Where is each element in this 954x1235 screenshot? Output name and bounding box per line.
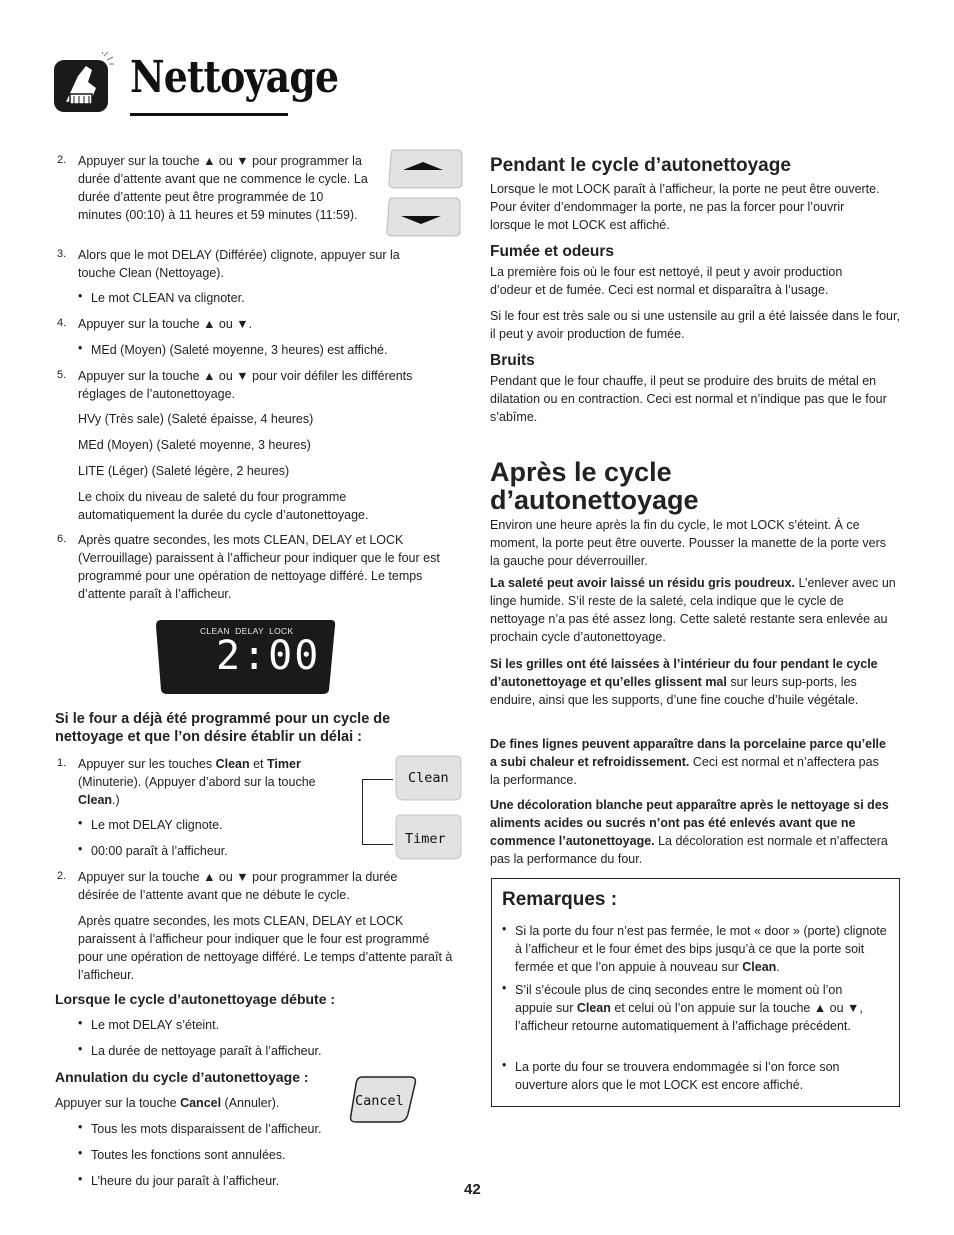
level-choice-text: Le choix du niveau de saleté du four programme automatiquement la durée du cycle d’autonettoyage. — [78, 490, 369, 522]
clean-key-label: Clean — [408, 770, 449, 786]
step-number: 1. — [57, 757, 67, 769]
bullet: • — [502, 981, 507, 995]
page-number: 42 — [464, 1181, 481, 1198]
bullet: • — [78, 842, 83, 856]
after-heading-line-1: Après le cycle — [490, 457, 672, 487]
cancel-text: Appuyer sur la touche Cancel (Annuler). — [55, 1096, 280, 1110]
step-number: 3. — [57, 248, 67, 260]
delay-step-1-bullet-2: 00:00 paraît à l’afficheur. — [91, 844, 228, 858]
step-number: 6. — [57, 533, 67, 545]
noise-heading: Bruits — [490, 352, 535, 369]
level-lite: LITE (Léger) (Saleté légère, 2 heures) — [78, 464, 290, 478]
bullet: • — [78, 1146, 83, 1160]
cancel-bullet-2: Toutes les fonctions sont annulées. — [91, 1148, 286, 1162]
bullet: • — [502, 1058, 507, 1072]
level-med: MEd (Moyen) (Saleté moyenne, 3 heures) — [78, 438, 311, 452]
title-underline — [130, 113, 288, 116]
cancel-heading: Annulation du cycle d’autonettoyage : — [55, 1069, 309, 1085]
page-title: Nettoyage — [130, 52, 339, 103]
display-indicators: CLEAN DELAY LOCK — [200, 626, 294, 636]
step-3-text: Alors que le mot DELAY (Différée) clignote, appuyer sur la touche Clean (Nettoyage). — [78, 248, 400, 280]
step-number: 2. — [57, 870, 67, 882]
smoke-paragraph-1: La première fois où le four est nettoyé, il peut y avoir production d’odeur et de fumée. Ceci est normal et disparaîtra à l’usage. — [490, 265, 843, 297]
step-6-text: Après quatre secondes, les mots CLEAN, DELAY et LOCK (Verrouillage) paraissent à l’afficheur pour indiquer que le four est programmé pour une opération de nettoyage différé. Le temps d’attente paraît à l’afficheur. — [78, 533, 440, 601]
step-2-text: Appuyer sur la touche ▲ ou ▼ pour programmer la durée d’attente avant que ne commence le cycle. La durée d’attente peut être programmée de 10 minutes (00:10) à 11 heures et 59 minutes (11:59). — [78, 154, 368, 222]
cancel-bullet-3: L’heure du jour paraît à l’afficheur. — [91, 1174, 280, 1188]
cleaning-icon — [52, 52, 112, 114]
step-number: 4. — [57, 317, 67, 329]
step-5-text: Appuyer sur la touche ▲ ou ▼ pour voir défiler les différents réglages de l’autonettoyage. — [78, 369, 413, 401]
delay-step-2-text: Appuyer sur la touche ▲ ou ▼ pour programmer la durée désirée de l’attente avant que ne débute le cycle. — [78, 870, 398, 902]
bullet: • — [78, 816, 83, 830]
noise-text: Pendant que le four chauffe, il peut se produire des bruits de métal en dilatation ou en contraction. Ceci est normal et n’indique pas que le four s’abîme. — [490, 374, 887, 424]
after-paragraph-4: De fines lignes peuvent apparaître dans la porcelaine parce qu’elle a subi chaleur et refroidissement. Ceci est normal et n’affectera pas la performance. — [490, 737, 886, 787]
step-4-text: Appuyer sur la touche ▲ ou ▼. — [78, 317, 253, 331]
bullet: • — [78, 1042, 83, 1056]
after-heading-line-2: d’autonettoyage — [490, 485, 699, 515]
note-3: La porte du four se trouvera endommagée si l’on force son ouverture alors que le mot LOCK est encore affiché. — [515, 1060, 840, 1092]
key-bracket — [362, 779, 393, 845]
bullet: • — [78, 289, 83, 303]
timer-key-label: Timer — [405, 831, 446, 847]
after-paragraph-5: Une décoloration blanche peut apparaître après le nettoyage si des aliments acides ou sucrés n’ont pas été enlevés avant que ne commence l’autonettoyage. La décoloration est normale et n’affectera pas la performance du four. — [490, 798, 889, 866]
step-number: 2. — [57, 154, 67, 166]
note-2: S’il s’écoule plus de cinq secondes entre le moment où l’on appuie sur Clean et celui où l’on appuie sur la touche ▲ ou ▼, l’afficheur retourne automatiquement à l’affichage précédent. — [515, 983, 863, 1033]
after-paragraph-2: La saleté peut avoir laissé un résidu gris poudreux. L’enlever avec un linge humide. S’il reste de la saleté, cela indique que le cycle de nettoyage n’a pas été assez long. Cette saleté restante sera enlevée au prochain cycle d’autonettoyage. — [490, 576, 896, 644]
after-paragraph-1: Environ une heure après la fin du cycle, le mot LOCK s’éteint. À ce moment, la porte peut être ouverte. Pousser la manette de la porte vers la gauche pour déverrouiller. — [490, 518, 887, 568]
smoke-paragraph-2: Si le four est très sale ou si une ustensile au gril a été laissée dans le four, il peut y avoir production de fumée. — [490, 309, 900, 341]
bullet: • — [502, 922, 507, 936]
during-heading: Pendant le cycle d’autonettoyage — [490, 155, 791, 176]
level-hvy: HVy (Très sale) (Saleté épaisse, 4 heures) — [78, 412, 314, 426]
cancel-key-label: Cancel — [355, 1093, 404, 1109]
bullet: • — [78, 1120, 83, 1134]
start-heading: Lorsque le cycle d’autonettoyage débute : — [55, 991, 336, 1007]
smoke-heading: Fumée et odeurs — [490, 243, 615, 260]
delay-step-1-bullet-1: Le mot DELAY clignote. — [91, 818, 223, 832]
during-text: Lorsque le mot LOCK paraît à l’afficheur, la porte ne peut être ouverte. Pour éviter d’endommager la porte, ne pas la forcer pour l’ouvrir lorsque le mot LOCK est affiché. — [490, 182, 880, 232]
delay-heading: Si le four a déjà été programmé pour un cycle de nettoyage et que l’on désire établir un délai : — [55, 711, 391, 745]
cancel-bullet-1: Tous les mots disparaissent de l’afficheur. — [91, 1122, 322, 1136]
down-arrow-button[interactable] — [383, 196, 461, 238]
delay-step-1-text: Appuyer sur les touches Clean et Timer (Minuterie). (Appuyer d’abord sur la touche Clean.) — [78, 757, 316, 807]
start-bullet-2: La durée de nettoyage paraît à l’afficheur. — [91, 1044, 322, 1058]
note-1: Si la porte du four n’est pas fermée, le mot « door » (porte) clignote à l’afficheur et le four émet des bips jusqu’à ce que la porte soit fermée et que l’on appuie à nouveau sur Clean. — [515, 924, 887, 974]
bullet: • — [78, 341, 83, 355]
after-paragraph-3: Si les grilles ont été laissées à l’intérieur du four pendant le cycle d’autonettoyage et qu’elles glissent mal sur leurs sup-ports, les enduire, ainsi que les supports, d’une fine couche d’huile végétale. — [490, 657, 878, 707]
step-number: 5. — [57, 369, 67, 381]
notes-heading: Remarques : — [502, 889, 618, 910]
start-bullet-1: Le mot DELAY s’éteint. — [91, 1018, 220, 1032]
step-3-bullet: Le mot CLEAN va clignoter. — [91, 291, 245, 305]
up-arrow-button[interactable] — [385, 148, 463, 190]
bullet: • — [78, 1172, 83, 1186]
step-4-bullet: MEd (Moyen) (Saleté moyenne, 3 heures) est affiché. — [91, 343, 388, 357]
display-time: 2:00 — [216, 633, 321, 679]
bullet: • — [78, 1016, 83, 1030]
delay-step-2-paragraph: Après quatre secondes, les mots CLEAN, DELAY et LOCK paraissent à l’afficheur pour indiquer que le four est programmé pour une opération de nettoyage différé. Le temps d’attente paraît à l’afficheur. — [78, 914, 453, 982]
